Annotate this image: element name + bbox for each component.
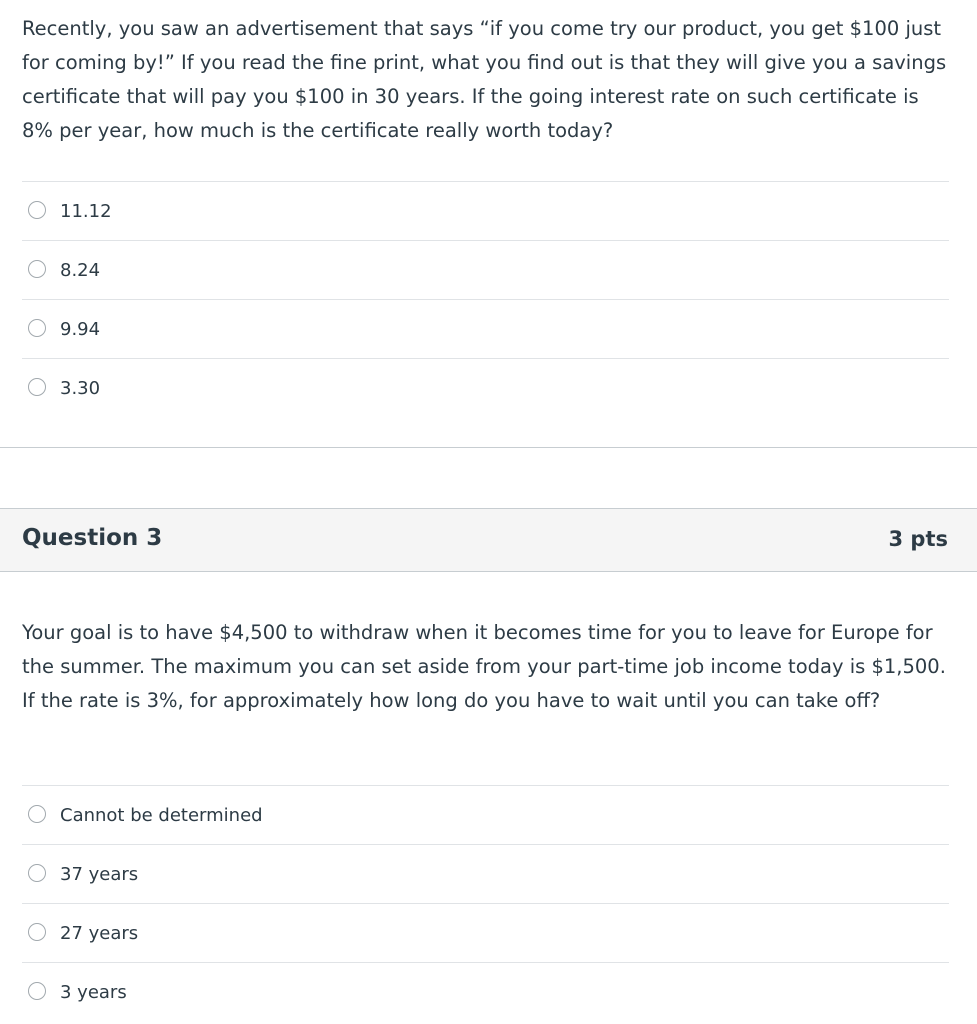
answer-option[interactable] — [22, 358, 949, 417]
radio-button[interactable] — [28, 319, 46, 337]
question-title: Question 3 — [22, 525, 163, 551]
answer-label[interactable]: 8.24 — [60, 259, 101, 281]
answer-option[interactable] — [22, 299, 949, 358]
answer-option[interactable] — [22, 844, 949, 903]
radio-button[interactable] — [28, 982, 46, 1000]
question-3-text: Your goal is to have $4,500 to withdraw when it becomes time for you to leave for Europe for the summer. The maximum you can set aside from your part-time job income today is $1,500. If the rate is 3%, for approximately how long do you have to wait until you can take off? — [22, 621, 946, 712]
answer-option[interactable] — [22, 962, 949, 1021]
question-3-header — [0, 508, 977, 572]
radio-button[interactable] — [28, 378, 46, 396]
radio-button[interactable] — [28, 805, 46, 823]
answer-label[interactable]: 27 years — [60, 922, 139, 944]
answer-label[interactable]: 11.12 — [60, 200, 112, 222]
radio-button[interactable] — [28, 864, 46, 882]
radio-button[interactable] — [28, 260, 46, 278]
question-points: 3 pts — [888, 527, 948, 551]
answer-label[interactable]: 37 years — [60, 863, 139, 885]
question-3-answers — [22, 785, 949, 1021]
answer-option[interactable] — [22, 240, 949, 299]
question-2-answers — [22, 181, 949, 417]
radio-button[interactable] — [28, 201, 46, 219]
answer-label[interactable]: 9.94 — [60, 318, 101, 340]
answer-label[interactable]: Cannot be determined — [60, 804, 263, 826]
answer-option[interactable] — [22, 903, 949, 962]
answer-option[interactable] — [22, 181, 949, 240]
radio-button[interactable] — [28, 923, 46, 941]
answer-option[interactable] — [22, 785, 949, 844]
answer-label[interactable]: 3.30 — [60, 377, 101, 399]
question-divider — [0, 447, 977, 448]
answer-label[interactable]: 3 years — [60, 981, 127, 1003]
question-2-text: Recently, you saw an advertisement that says “if you come try our product, you get $100 just for coming by!” If you read the fine print, what you find out is that they will give you a savings certificate that will pay you $100 in 30 years. If the going interest rate on such certificate is 8% per year, how much is the certificate really worth today? — [22, 17, 947, 142]
